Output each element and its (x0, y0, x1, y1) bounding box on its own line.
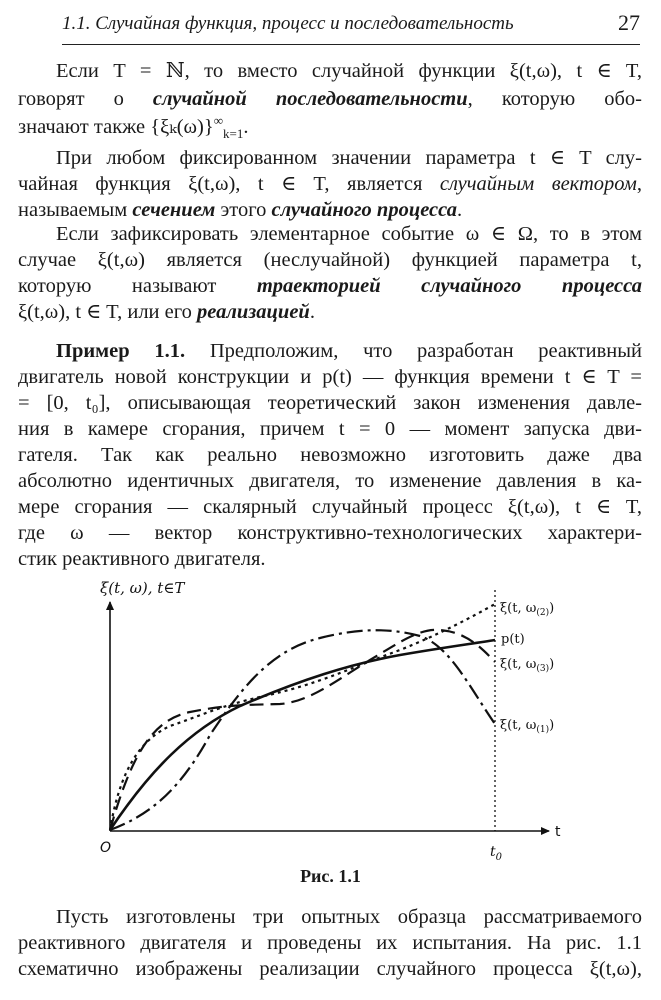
p4-line2: реактивного двигателя и проведены их испытания. На рис. 1.1 (18, 932, 642, 954)
example-line6: абсолютно идентичных двигателя, то изменение давления в ка- (18, 470, 642, 492)
x-axis-label: t (555, 824, 561, 840)
p3-line2: случае ξ(t,ω) является (неслучайной) функцией параметра t, (18, 249, 642, 271)
p2-line2: чайная функция ξ(t,ω), t ∈ T, является случайным вектором, (18, 173, 642, 195)
curve-w2 (110, 604, 495, 830)
term-random-sequence: случайной последовательности (152, 88, 468, 110)
running-header (62, 10, 640, 45)
p1-line1: Если T = ℕ, то вместо случайной функции ξ(t,ω), t ∈ T, (56, 60, 642, 82)
running-title: 1.1. Случайная функция, процесс и последовательность (62, 13, 514, 34)
p3-line1: Если зафиксировать элементарное событие ω ∈ Ω, то в этом (56, 223, 642, 245)
example-line9: стик реактивного двигателя. (18, 548, 266, 570)
example-line1: Пример 1.1. Предположим, что разработан реактивный (56, 340, 642, 362)
term-trajectory: траекторией случайного процесса (256, 275, 642, 297)
example-line4: ния в камере сгорания, причем t = 0 — момент запуска дви- (18, 418, 642, 440)
p4-line3: схематично изображены реализации случайного процесса ξ(t,ω), (18, 958, 642, 980)
y-axis-label: ξ(t, ω), t∈T (100, 579, 185, 597)
label-p: p(t) (501, 632, 525, 647)
figure-caption: Рис. 1.1 (300, 866, 361, 886)
p1-line3: значают также $\{\xi_k(\omega)\}^\infty_{k=1}$. (18, 113, 249, 142)
p2-line1: При любом фиксированном значении параметра t ∈ T слу- (56, 147, 642, 169)
label-w1: ξ(t, $\omega_{(1)}$) (500, 718, 555, 735)
label-w3: ξ(t, $\omega_{(3)}$) (500, 657, 555, 674)
term-random-vector: случайным вектором (439, 173, 637, 195)
p3-line4: ξ(t,ω), t ∈ T, или его реализацией. (18, 301, 315, 323)
term-realization: реализацией (197, 301, 310, 323)
t0-label: $t_0$ (490, 844, 503, 862)
example-line2: двигатель новой конструкции и p(t) — функция времени t ∈ T = (18, 366, 642, 388)
term-section: сечением (132, 199, 216, 221)
p1-line2: говорят о случайной последовательности, которую обо- (18, 88, 642, 110)
example-label: Пример 1.1. (56, 340, 186, 362)
example-line5: гателя. Так как реально невозможно изготовить даже два (18, 444, 642, 466)
curve-w1 (110, 630, 495, 830)
label-w2: ξ(t, $\omega_{(2)}$) (500, 601, 555, 618)
term-random-process: случайного процесса (271, 199, 457, 221)
p3-line3: которую называют траекторией случайного процесса (18, 275, 642, 297)
p4-line1: Пусть изготовлены три опытных образца рассматриваемого (56, 906, 642, 928)
page-number: 27 (618, 10, 640, 35)
origin-label: O (100, 840, 112, 856)
example-line3: = [0, t₀], описывающая теоретический закон изменения давле- (18, 392, 642, 414)
p2-line3: называемым сечением этого случайного процесса. (18, 199, 463, 221)
example-line7: мере сгорания — скалярный случайный процесс ξ(t,ω), t ∈ T, (18, 496, 642, 518)
figure-1-1 (0, 572, 661, 862)
curve-p (110, 640, 495, 830)
example-line8: где ω — вектор конструктивно-технологических характери- (18, 522, 642, 544)
curve-w3 (110, 630, 495, 830)
